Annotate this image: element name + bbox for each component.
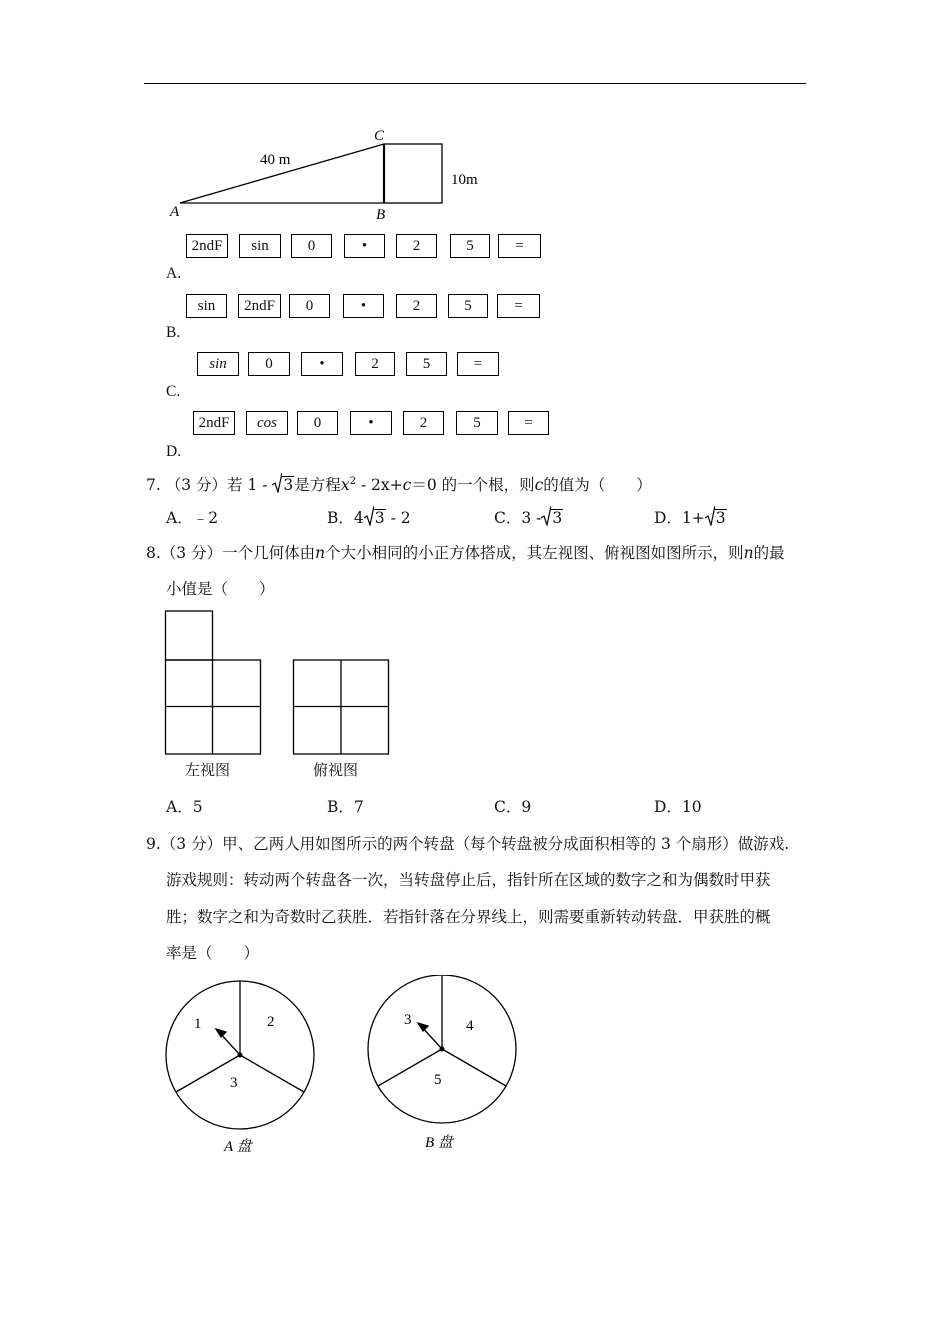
spinner-a bbox=[160, 975, 325, 1160]
calculator-key: 2ndF bbox=[238, 294, 281, 318]
calculator-key: sin bbox=[239, 234, 281, 258]
top-view-caption: 俯视图 bbox=[313, 761, 359, 779]
q7-number: 7. bbox=[146, 476, 161, 495]
calculator-key: • bbox=[350, 411, 392, 435]
calculator-key: = bbox=[457, 352, 499, 376]
calculator-key: • bbox=[301, 352, 343, 376]
calculator-key: 5 bbox=[456, 411, 498, 435]
hyp-length-label: 40 m bbox=[260, 152, 291, 168]
calculator-key: = bbox=[508, 411, 549, 435]
spinner-b-caption: B 盘 bbox=[425, 1135, 453, 1151]
q6-option-label[interactable]: A. bbox=[166, 265, 182, 282]
calculator-key: 2 bbox=[355, 352, 395, 376]
q8-option-c[interactable]: C．9 bbox=[494, 798, 532, 816]
q7-option-c[interactable]: C．3 - 3 bbox=[494, 508, 563, 528]
q7-option-d[interactable]: D．1+ 3 bbox=[654, 508, 727, 528]
spinner-a-num3: 3 bbox=[230, 1075, 238, 1091]
calculator-key: sin bbox=[186, 294, 227, 318]
calculator-key: sin bbox=[197, 352, 239, 376]
spinner-a-caption: A 盘 bbox=[224, 1139, 252, 1155]
calculator-key: 2 bbox=[396, 294, 437, 318]
q7-stem: 7. （3 分）若 1 - 3是方程$x^2 - 2x+c=0$ 的一个根，则c的值为（ ） bbox=[146, 472, 652, 495]
q8-stem-line2: 小值是（ ） bbox=[166, 580, 275, 598]
q6-option-label[interactable]: B. bbox=[166, 324, 181, 341]
header-rule bbox=[144, 83, 806, 84]
calculator-key: • bbox=[343, 294, 384, 318]
calculator-key: 5 bbox=[450, 234, 490, 258]
calculator-key: • bbox=[344, 234, 385, 258]
calculator-key: 2 bbox=[396, 234, 437, 258]
calculator-key: 5 bbox=[406, 352, 447, 376]
q7-sqrt: 3 bbox=[272, 475, 294, 495]
q9-stem-line1: 9.（3 分）甲、乙两人用如图所示的两个转盘（每个转盘被分成面积相等的 3 个扇形）做游戏. bbox=[146, 835, 790, 853]
calculator-key: 5 bbox=[448, 294, 488, 318]
spinner-b-num3: 5 bbox=[434, 1072, 442, 1088]
left-view-caption: 左视图 bbox=[185, 761, 231, 779]
q6-option-label[interactable]: C. bbox=[166, 383, 181, 400]
q8-views-figure bbox=[160, 605, 400, 760]
q8-option-d[interactable]: D．10 bbox=[654, 798, 702, 816]
calculator-key: 0 bbox=[248, 352, 290, 376]
q7-text-start: （3 分）若 1 - bbox=[165, 476, 268, 495]
left-view-top-cube bbox=[166, 611, 213, 660]
spinner-b bbox=[361, 975, 526, 1160]
q6-option-label[interactable]: D. bbox=[166, 443, 182, 460]
calculator-key: 0 bbox=[291, 234, 332, 258]
q9-stem-line3: 胜；数字之和为奇数时乙获胜．若指针落在分界线上，则需要重新转动转盘．甲获胜的概 bbox=[166, 908, 771, 926]
label-b: B bbox=[376, 207, 386, 223]
calculator-key: 0 bbox=[289, 294, 330, 318]
square-building bbox=[384, 144, 442, 203]
triangle-figure bbox=[160, 120, 500, 230]
q7-option-b[interactable]: B．4 3 - 2 bbox=[327, 508, 411, 528]
spinner-a-num1: 1 bbox=[194, 1016, 202, 1032]
calculator-key: 2 bbox=[403, 411, 444, 435]
label-c: C bbox=[374, 128, 385, 144]
calculator-key: 0 bbox=[297, 411, 338, 435]
q9-stem-line4: 率是（ ） bbox=[166, 944, 260, 962]
spinner-a-num2: 2 bbox=[267, 1014, 275, 1030]
calculator-key: = bbox=[498, 234, 541, 258]
q7-option-a[interactable]: A．﹣2 bbox=[166, 509, 219, 527]
label-a: A bbox=[170, 204, 180, 220]
calculator-key: cos bbox=[246, 411, 288, 435]
q8-option-a[interactable]: A．5 bbox=[166, 798, 203, 816]
spinner-b-num1: 3 bbox=[404, 1012, 412, 1028]
calculator-key: 2ndF bbox=[193, 411, 235, 435]
spinner-b-num2: 4 bbox=[466, 1018, 474, 1034]
side-length-label: 10m bbox=[451, 172, 478, 188]
calculator-key: 2ndF bbox=[186, 234, 228, 258]
calculator-key: = bbox=[497, 294, 540, 318]
q9-stem-line2: 游戏规则：转动两个转盘各一次，当转盘停止后，指针所在区域的数字之和为偶数时甲获 bbox=[166, 871, 771, 889]
q8-option-b[interactable]: B．7 bbox=[327, 798, 364, 816]
q8-stem-line1: 8.（3 分）一个几何体由n个大小相同的小正方体搭成，其左视图、俯视图如图所示，则n的最 bbox=[146, 544, 785, 562]
